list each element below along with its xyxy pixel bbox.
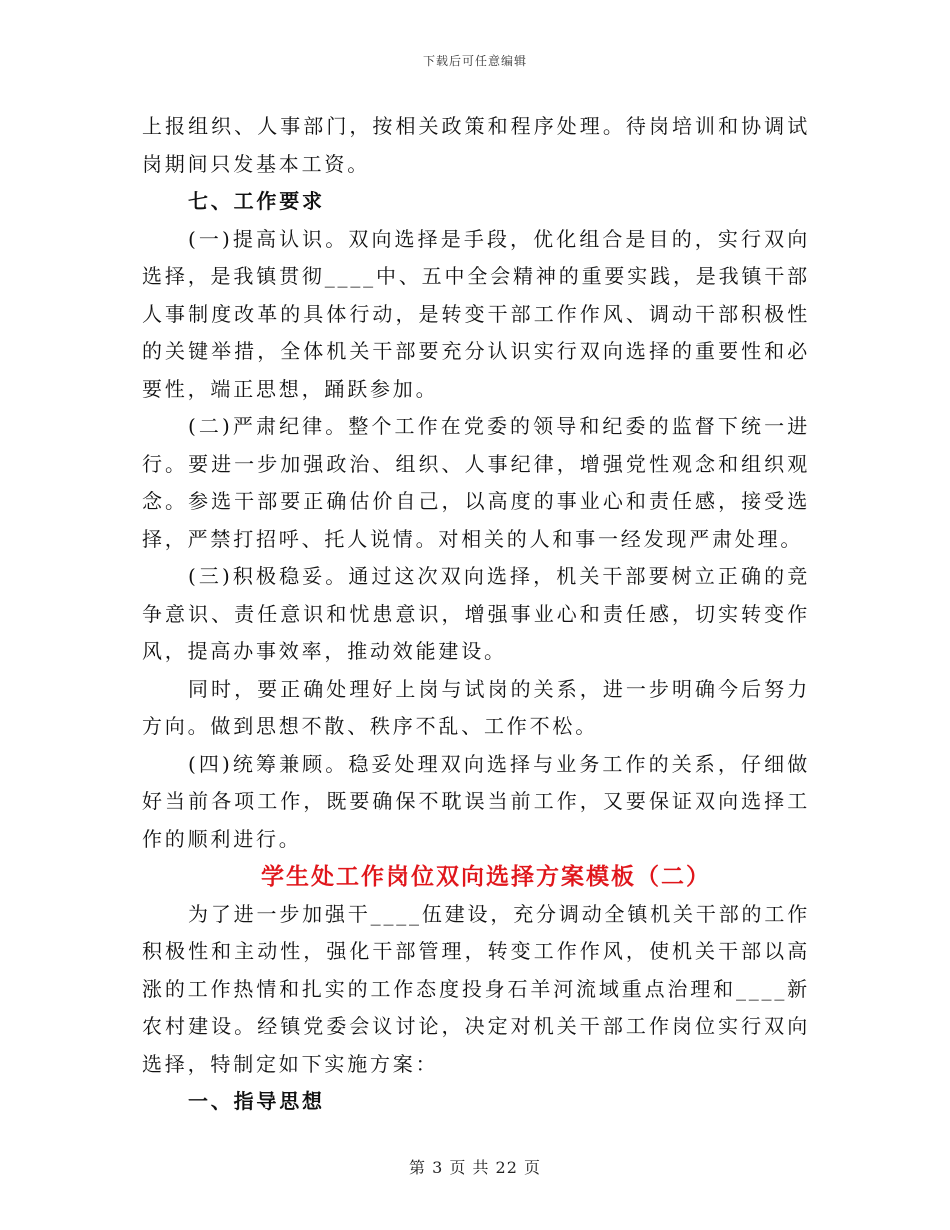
paragraph-overall-planning: (四)统筹兼顾。稳妥处理双向选择与业务工作的关系，仔细做好当前各项工作，既要确保不耽误当前工作，又要保证双向选择工作的顺利进行。 bbox=[142, 751, 810, 851]
section-heading-guiding-ideology: 一、指导思想 bbox=[188, 1089, 325, 1113]
paragraph-strict-discipline: (二)严肃纪律。整个工作在党委的领导和纪委的监督下统一进行。要进一步加强政治、组织、人事纪律，增强党性观念和组织观念。参选干部要正确估价自己，以高度的事业心和责任感，接受选择，严禁打招呼、托人说情。对相关的人和事一经发现严肃处理。 bbox=[142, 414, 810, 551]
document-body bbox=[142, 108, 810, 1121]
paragraph-continued: 上报组织、人事部门，按相关政策和程序处理。待岗培训和协调试岗期间只发基本工资。 bbox=[142, 114, 810, 176]
paragraph-introduction: 为了进一步加强干____伍建设，充分调动全镇机关干部的工作积极性和主动性，强化干部管理，转变工作作风，使机关干部以高涨的工作热情和扎实的工作态度投身石羊河流域重点治理和____新农村建设。经镇党委会议讨论，决定对机关干部工作岗位实行双向选择，特制定如下实施方案： bbox=[142, 901, 810, 1076]
paragraph-active-steady: (三)积极稳妥。通过这次双向选择，机关干部要树立正确的竞争意识、责任意识和忧患意识，增强事业心和责任感，切实转变作风，提高办事效率，推动效能建设。 bbox=[142, 564, 810, 663]
paragraph-meanwhile: 同时，要正确处理好上岗与试岗的关系，进一步明确今后努力方向。做到思想不散、秩序不乱、工作不松。 bbox=[142, 676, 810, 738]
page-header: 下载后可任意编辑 bbox=[422, 54, 527, 68]
document-title-part-two: 学生处工作岗位双向选择方案模板（二） bbox=[261, 863, 711, 890]
section-heading-work-requirements: 七、工作要求 bbox=[188, 189, 325, 213]
page-footer: 第 3 页 共 22 页 bbox=[409, 1158, 541, 1177]
paragraph-raise-awareness: (一)提高认识。双向选择是手段，优化组合是目的，实行双向选择，是我镇贯彻____中、五中全会精神的重要实践，是我镇干部人事制度改革的具体行动，是转变干部工作作风、调动干部积极性的关键举措，全体机关干部要充分认识实行双向选择的重要性和必要性，端正思想，踊跃参加。 bbox=[142, 226, 810, 401]
